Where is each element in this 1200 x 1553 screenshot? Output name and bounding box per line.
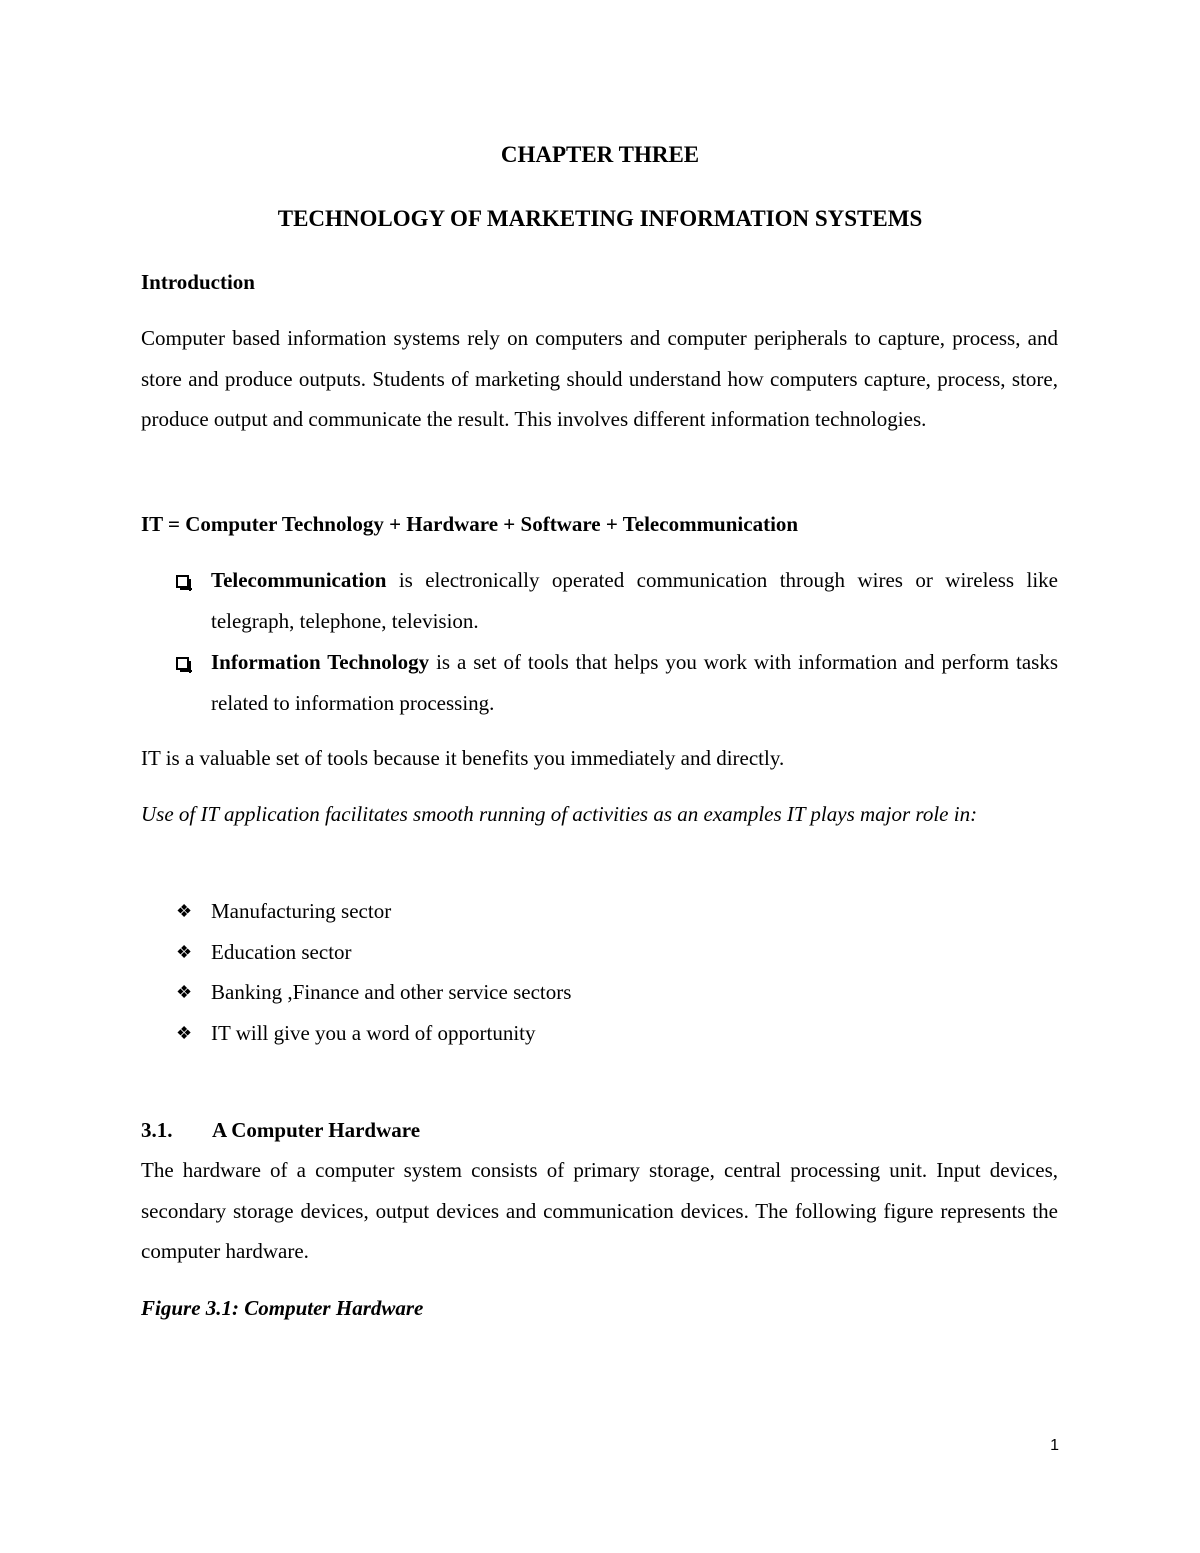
use-statement: Use of IT application facilitates smooth running of activities as an examples IT plays major role in: xyxy=(141,802,978,826)
four-diamond-icon: ❖ xyxy=(176,1023,193,1043)
it-formula: IT = Computer Technology + Hardware + Software + Telecommunication xyxy=(141,512,799,536)
definition-term: Information Technology xyxy=(211,650,430,674)
section-heading-3-1 xyxy=(141,1110,420,1151)
sector-item: ❖ Manufacturing sector xyxy=(176,891,1058,932)
checkbox-square-icon xyxy=(176,560,204,601)
section-title: A Computer Hardware xyxy=(212,1118,421,1142)
definition-text: is a set of tools that helps you work with information and perform tasks related to information processing. xyxy=(211,650,1059,715)
chapter-label: CHAPTER THREE xyxy=(500,142,700,167)
page-number: 1 xyxy=(1050,1437,1059,1454)
definition-item-information-technology xyxy=(176,642,1058,723)
four-diamond-icon: ❖ xyxy=(176,982,193,1002)
figure-caption: Figure 3.1: Computer Hardware xyxy=(141,1296,424,1320)
value-statement: IT is a valuable set of tools because it benefits you immediately and directly. xyxy=(141,746,785,770)
introduction-paragraph: Computer based information systems rely on computers and computer peripherals to capture, process, and store and produce outputs. Students of marketing should understand how computers capture, process, store, produce output and communicate the result. This involves different information technologies. xyxy=(141,326,1058,431)
sector-item: ❖ Education sector xyxy=(176,932,1058,973)
section-number: 3.1. xyxy=(141,1118,173,1142)
definition-text: is electronically operated communication through wires or wireless like telegraph, telephone, television. xyxy=(211,568,1058,633)
chapter-title: TECHNOLOGY OF MARKETING INFORMATION SYSTEMS xyxy=(277,206,923,231)
sector-item: ❖ IT will give you a word of opportunity xyxy=(176,1013,1058,1054)
checkbox-square-icon xyxy=(176,642,204,683)
sector-item: ❖ Banking ,Finance and other service sectors xyxy=(176,972,1058,1013)
definition-item-telecommunication xyxy=(176,560,1058,641)
definition-term: Telecommunication xyxy=(211,568,387,592)
section-3-1-paragraph: The hardware of a computer system consists of primary storage, central processing unit. Input devices, secondary storage devices, output devices and communication devices. The following figure represents the computer hardware. xyxy=(141,1158,1058,1263)
introduction-heading: Introduction xyxy=(141,270,255,294)
four-diamond-icon: ❖ xyxy=(176,942,193,962)
four-diamond-icon: ❖ xyxy=(176,901,193,921)
